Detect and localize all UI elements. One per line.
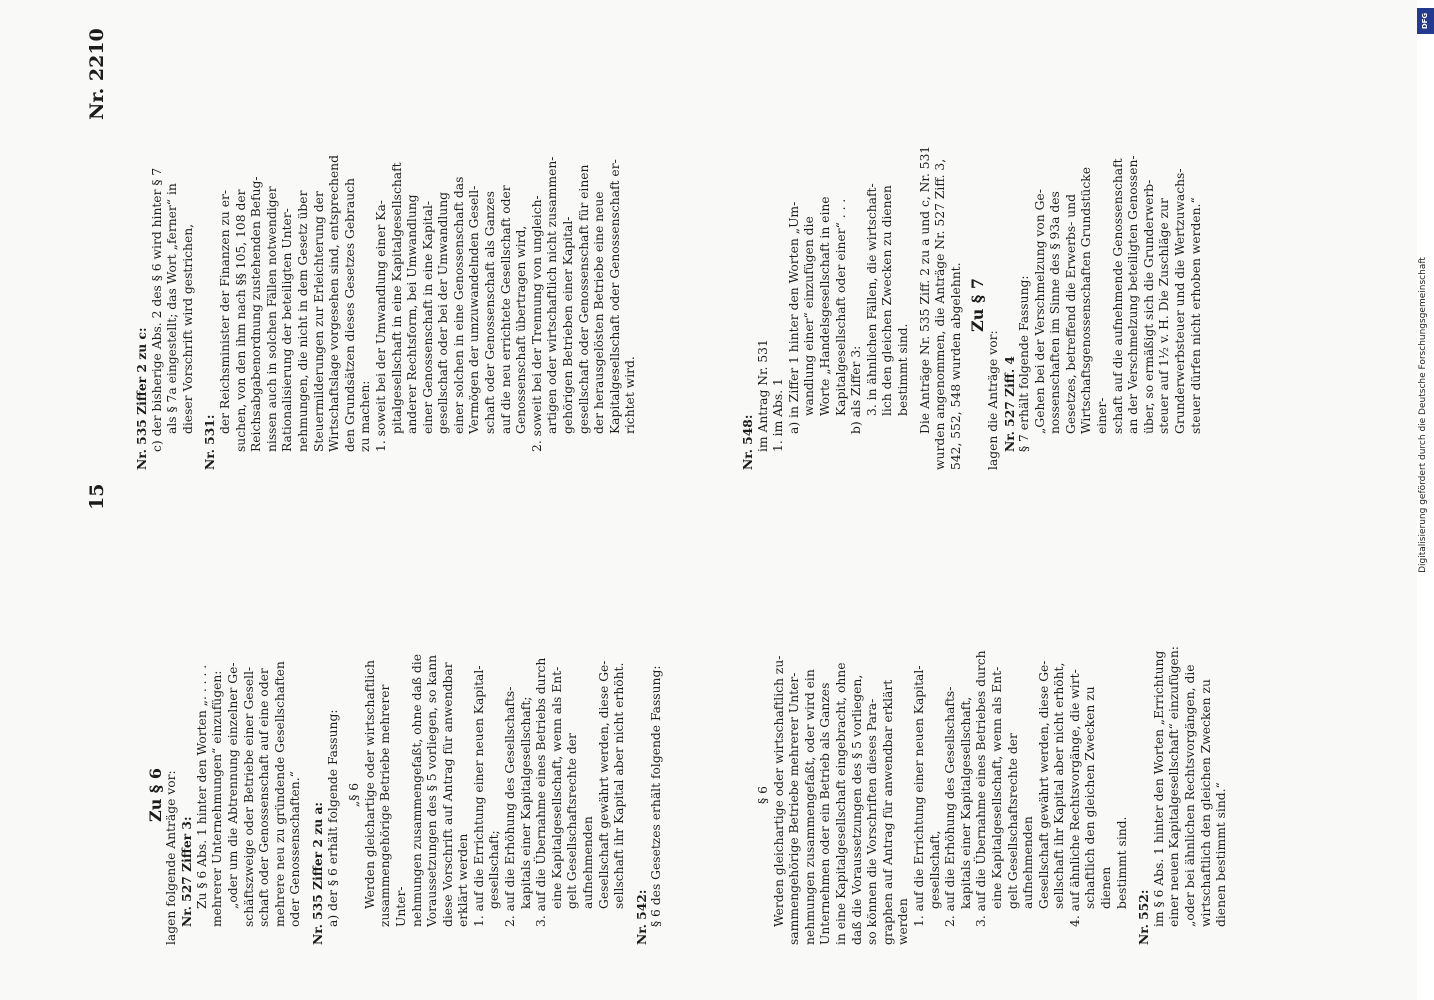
text-line: oder Genossenschaften.“ [288, 771, 303, 927]
text-line: gelt Gesellschaftsrechte der aufnehmenden [565, 733, 596, 909]
text-line: auf die neu errichtete Gesellschaft oder [498, 185, 513, 434]
text-line: b) als Ziffer 3: [849, 345, 864, 434]
text-line: 1. soweit bei der Umwandlung einer Ka- [373, 200, 388, 452]
text-line: gesellschaft; [487, 830, 502, 909]
text-line: sellschaft ihr Kapital aber nicht erhöht. [612, 662, 627, 909]
text-line: schaft oder Genossenschaft auf eine oder [257, 668, 272, 927]
text-line: zu machen: [358, 380, 373, 452]
text-line: § 6 des Gesetzes erhält folgende Fassung: [649, 665, 664, 927]
text-line: Werden gleichartige oder wirtschaftlich [362, 660, 377, 909]
text-line: steuer auf 1½ v. H. Die Zuschläge zur [1157, 198, 1172, 434]
text-line: Wirtschaftslage vorgesehen sind, entsprechend [327, 155, 342, 452]
text-line: gesellschaft, [927, 830, 942, 909]
text-line: a) in Ziffer 1 hinter den Worten „Um- [786, 201, 801, 434]
text-line: a) der § 6 erhält folgende Fassung: [325, 709, 340, 927]
text-line: so können die Vorschriften dieses Para- [865, 698, 880, 945]
text-line: Kapitalgesellschaft oder einer“ . . . [833, 198, 848, 416]
text-line: im Antrag Nr. 531 [755, 339, 770, 452]
text-line: wirtschaftlich den gleichen Zwecken zu [1198, 679, 1213, 927]
text-line: Reichsabgabenordnung zustehenden Befug- [249, 176, 264, 452]
text-line: graphen auf Antrag für anwendbar erklärt [880, 679, 895, 945]
text-line: pitalgesellschaft in eine Kapitalgesellschaft [389, 162, 404, 434]
text-line: gehörigen Betrieben einer Kapital- [561, 216, 576, 434]
text-line: artigen oder wirtschaftlich nicht zusammen- [545, 156, 560, 434]
text-line: Genossenschaft übertragen wird, [514, 225, 529, 434]
text-line: Die Anträge Nr. 535 Ziff. 2 zu a und c, Nr. 531 [917, 145, 932, 434]
text-line: Zu § 6 Abs. 1 hinter den Worten „. . . . . [194, 664, 209, 909]
text-line: im § 6 Abs. 1 hinter den Worten „Errichtung [1151, 650, 1166, 927]
text-line: anderer Rechtsform, bei Umwandlung [405, 194, 420, 434]
page-number-left: 15 [86, 483, 108, 510]
text-line: über, so ermäßigt sich die Grunderwerb- [1141, 179, 1156, 434]
left-page-column-2 [756, 645, 1230, 945]
motion-label: Nr. 552: [1136, 889, 1152, 945]
motion-label: Nr. 531: [202, 414, 218, 470]
dfg-watermark-strip [1417, 0, 1434, 1000]
text-line: nossenschaften im Sinne des § 93a des [1048, 191, 1063, 434]
text-line: 542, 552, 548 wurden abgelehnt. [948, 262, 963, 470]
text-line: 3. in ähnlichen Fällen, die wirtschaft- [864, 183, 879, 416]
text-line: mehrerer Unternehmungen“ einzufügen: [210, 670, 225, 927]
motion-label: Nr. 535 Ziffer 2 zu c: [134, 327, 149, 470]
text-line: 2. auf die Erhöhung des Gesellschafts- [503, 686, 518, 927]
text-line: 1. im Abs. 1 [771, 378, 786, 452]
text-line: in eine Kapitalgesellschaft eingebracht, ohne [833, 662, 848, 945]
text-line: bestimmt sind. [1114, 816, 1129, 909]
text-line: bestimmt sind. [895, 323, 910, 416]
motion-label: Nr. 542: [633, 889, 649, 945]
motion-label: Nr. 527 Ziff. 4 [1001, 356, 1017, 452]
text-line: suchen, von den ihm nach §§ 105, 108 der [233, 189, 248, 452]
text-line: nehmungen, die nicht in dem Gesetz über [295, 190, 310, 452]
text-line: diese Vorschrift auf Antrag für anwendbar [440, 662, 455, 927]
text-line: eine Kapitalgesellschaft, wenn als Ent- [989, 666, 1004, 909]
text-line: daß die Voraussetzungen des § 5 vorliegen, [849, 674, 864, 945]
text-line: einer Genossenschaft in eine Kapital- [420, 200, 435, 434]
text-line: Gesellschaft gewährt werden, diese Ge- [1036, 660, 1051, 909]
text-line: 1. auf die Errichtung einer neuen Kapital- [911, 665, 926, 927]
text-line: Vermögen der umzuwandelnden Gesell- [467, 185, 482, 434]
text-line: Grunderwerbsteuer und die Wertzuwachs- [1173, 168, 1188, 434]
text-line: sellschaft ihr Kapital aber nicht erhöht, [1052, 662, 1067, 909]
text-line: nehmungen zusammengefaßt, ohne daß die [409, 654, 424, 927]
text-line: richtet wird. [623, 356, 638, 434]
text-line: sammengehörige Betriebe mehrerer Unter- [787, 672, 802, 945]
text-line: werden [896, 898, 911, 945]
text-line: lich den gleichen Zwecken zu dienen [880, 185, 895, 416]
text-line: 1. auf die Errichtung einer neuen Kapital- [471, 665, 486, 927]
text-line: 3. auf die Übernahme eines Betriebes durch [974, 650, 989, 927]
text-line: den Grundsätzen dieses Gesetzes Gebrauch [342, 178, 357, 452]
text-line: § 6 [756, 786, 770, 804]
text-line: gesellschaft oder bei der Umwandlung [436, 191, 451, 434]
text-line: der Reichsminister der Finanzen zu er- [217, 189, 232, 434]
text-line: erklärt werden [456, 833, 471, 927]
text-line: einer neuen Kapitalgesellschaft“ einzufügen: [1167, 646, 1182, 927]
text-line: mehrere neu zu gründende Gesellschaften [272, 661, 287, 927]
right-page-column-2 [740, 140, 1204, 470]
text-line: nehmungen zusammengefaßt, oder wird ein [802, 669, 817, 945]
text-line: Wirtschaftsgenossenschaften Grundstücke einer- [1079, 167, 1110, 434]
text-line: „§ 6 [347, 782, 362, 808]
text-line: nissen auch in solchen Fällen notwendiger [264, 186, 279, 452]
text-line: kapitals einer Kapitalgesellschaft, [958, 696, 973, 909]
page-number-right: Nr. 2210 [86, 28, 108, 120]
text-line: 2. soweit bei der Trennung von ungleich- [529, 195, 544, 452]
text-line: schäftszweige oder Betriebe einer Gesell- [241, 666, 256, 927]
text-line: lagen die Anträge vor: [985, 330, 1000, 470]
text-line: Voraussetzungen des § 5 vorliegen, so kann [425, 654, 440, 927]
text-line: Werden gleichartige oder wirtschaftlich zu- [771, 655, 786, 927]
text-line: wandlung einer“ einzufügen die [802, 216, 817, 416]
left-page-column-1 [148, 645, 665, 945]
text-line: 3. auf die Übernahme eines Betriebs durch [534, 657, 549, 927]
text-line: dieser Vorschrift wird gestrichen, [180, 223, 195, 434]
text-line: Gesellschaft gewährt werden, diese Ge- [596, 660, 611, 909]
text-line: an der Verschmelzung beteiligten Genossen- [1126, 155, 1141, 434]
text-line: c) der bisherige Abs. 2 des § 6 wird hinter § 7 [149, 167, 164, 452]
text-line: „oder bei ähnlichen Rechtsvorgängen, die [1183, 664, 1198, 927]
text-line: lagen folgende Anträge vor: [163, 770, 178, 945]
section-heading-6: Zu § 6 [146, 768, 165, 822]
text-line: gesellschaft oder Genossenschaft für einen [576, 164, 591, 434]
text-line: dienen bestimmt sind.“ [1214, 782, 1229, 927]
text-line: schaftlich den gleichen Zwecken zu dienen [1083, 686, 1114, 909]
text-line: Unternehmen oder ein Betrieb als Ganzes [818, 682, 833, 945]
text-line: Kapitalgesellschaft oder Genossenschaft er- [607, 159, 622, 434]
text-line: schaft oder Genossenschaft als Ganzes [483, 191, 498, 434]
text-line: gelt Gesellschaftsrechte der aufnehmenden [1005, 733, 1036, 909]
text-line: „Gehen bei der Verschmelzung von Ge- [1032, 189, 1047, 434]
dfg-logo-text: DFG [1421, 12, 1430, 30]
right-page-column-1 [134, 140, 639, 470]
text-line: § 7 erhält folgende Fassung: [1017, 275, 1032, 452]
text-line: kapitals einer Kapitalgesellschaft; [518, 696, 533, 909]
text-line: als § 7a eingestellt; das Wort „ferner“ in [165, 183, 180, 434]
text-line: zusammengehörige Betriebe mehrerer Unter- [378, 684, 408, 927]
motion-label: Nr. 535 Ziffer 2 zu a: [309, 802, 325, 945]
text-line: Gesetzes, betreffend die Erwerbs- und [1063, 194, 1078, 434]
text-line: Steuermilderungen zur Erleichterung der [311, 191, 326, 452]
motion-label: Nr. 527 Ziffer 3: [179, 816, 195, 927]
text-line: wurden angenommen, die Anträge Nr. 527 Ziff. 3, [933, 158, 948, 470]
text-line: 2. auf die Erhöhung des Gesellschafts- [943, 686, 958, 927]
text-line: 4. auf ähnliche Rechtsvorgänge, die wirt- [1067, 669, 1082, 927]
motion-label: Nr. 548: [740, 414, 755, 470]
text-line: „oder um die Abtrennung einzelner Ge- [225, 662, 240, 909]
text-line: eine Kapitalgesellschaft, wenn als Ent- [549, 666, 564, 909]
text-line: Worte „Handelsgesellschaft in eine [817, 196, 832, 416]
text-line: einer solchen in eine Genossenschaft das [451, 176, 466, 434]
text-line: der herausgelösten Betriebe eine neue [592, 191, 607, 434]
text-line: Rationalisierung der beteiligten Unter- [280, 208, 295, 452]
text-line: schaft auf die aufnehmende Genossenschaft [1110, 158, 1125, 434]
text-line: steuer dürfen nicht erhoben werden.“ [1188, 197, 1203, 434]
section-heading-7: Zu § 7 [968, 278, 988, 332]
dfg-funding-note: Digitalisierung gefördert durch die Deutsche Forschungsgemeinschaft [1418, 257, 1428, 573]
